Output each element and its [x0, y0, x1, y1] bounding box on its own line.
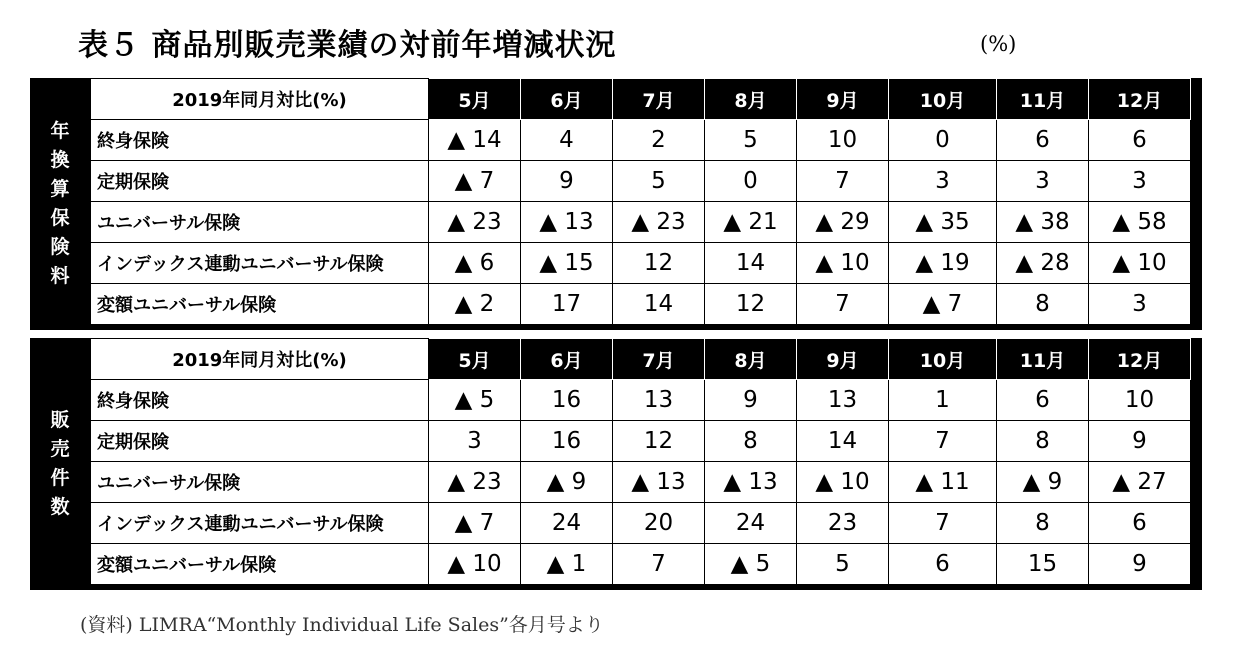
value-cell: ▲ 38: [997, 202, 1089, 243]
row-label: インデックス連動ユニバーサル保険: [91, 243, 429, 284]
value-cell: ▲ 2: [429, 284, 521, 325]
row-label: 変額ユニバーサル保険: [91, 284, 429, 325]
value-cell: ▲ 23: [429, 462, 521, 503]
value-cell: 24: [705, 503, 797, 544]
value-cell: 9: [1089, 421, 1191, 462]
value-cell: ▲ 14: [429, 120, 521, 161]
value-cell: 12: [705, 284, 797, 325]
value-cell: ▲ 10: [797, 462, 889, 503]
month-header: 11月: [997, 339, 1089, 380]
value-cell: ▲ 58: [1089, 202, 1191, 243]
value-cell: 6: [997, 380, 1089, 421]
value-cell: 1: [889, 380, 997, 421]
value-cell: ▲ 7: [889, 284, 997, 325]
value-cell: 0: [889, 120, 997, 161]
value-cell: ▲ 19: [889, 243, 997, 284]
value-cell: ▲ 9: [997, 462, 1089, 503]
table-row: [91, 421, 1191, 462]
value-cell: ▲ 23: [429, 202, 521, 243]
row-label: 変額ユニバーサル保険: [91, 544, 429, 585]
value-cell: 5: [705, 120, 797, 161]
value-cell: ▲ 10: [797, 243, 889, 284]
value-cell: 9: [521, 161, 613, 202]
value-cell: ▲ 27: [1089, 462, 1191, 503]
value-cell: ▲ 5: [705, 544, 797, 585]
month-header: 9月: [797, 79, 889, 120]
table-row: [91, 161, 1191, 202]
value-cell: 7: [797, 161, 889, 202]
value-cell: 9: [1089, 544, 1191, 585]
side-char: 換: [50, 149, 70, 171]
value-cell: 0: [705, 161, 797, 202]
value-cell: 12: [613, 421, 705, 462]
value-cell: ▲ 13: [521, 202, 613, 243]
side-char: 保: [50, 207, 70, 229]
value-cell: 3: [997, 161, 1089, 202]
value-cell: 5: [797, 544, 889, 585]
value-cell: ▲ 28: [997, 243, 1089, 284]
value-cell: 7: [889, 421, 997, 462]
table-row: [91, 243, 1191, 284]
value-cell: 3: [889, 161, 997, 202]
side-char: 算: [50, 178, 70, 200]
value-cell: 13: [797, 380, 889, 421]
table-row: [91, 284, 1191, 325]
month-header: 10月: [889, 79, 997, 120]
value-cell: 10: [797, 120, 889, 161]
month-header: 5月: [429, 79, 521, 120]
month-header: 12月: [1089, 79, 1191, 120]
side-char: 販: [50, 409, 70, 431]
month-header: 5月: [429, 339, 521, 380]
header-row: [91, 339, 1191, 380]
premium-table: [90, 78, 1191, 325]
table-row: [91, 120, 1191, 161]
value-cell: 8: [997, 503, 1089, 544]
value-cell: 7: [797, 284, 889, 325]
value-cell: ▲ 10: [1089, 243, 1191, 284]
value-cell: ▲ 35: [889, 202, 997, 243]
value-cell: 14: [613, 284, 705, 325]
value-cell: 12: [613, 243, 705, 284]
value-cell: 13: [613, 380, 705, 421]
table-row: [91, 202, 1191, 243]
table-row: [91, 462, 1191, 503]
value-cell: ▲ 5: [429, 380, 521, 421]
value-cell: ▲ 11: [889, 462, 997, 503]
row-label: 終身保険: [91, 380, 429, 421]
value-cell: ▲ 29: [797, 202, 889, 243]
value-cell: 6: [1089, 503, 1191, 544]
value-cell: ▲ 7: [429, 503, 521, 544]
value-cell: 3: [429, 421, 521, 462]
month-header: 7月: [613, 339, 705, 380]
premium-section: [30, 78, 1202, 330]
sales-side-label: [30, 338, 90, 590]
side-char: 売: [50, 438, 70, 460]
value-cell: 16: [521, 421, 613, 462]
table-row: [91, 380, 1191, 421]
month-header: 11月: [997, 79, 1089, 120]
header-row: [91, 79, 1191, 120]
value-cell: ▲ 15: [521, 243, 613, 284]
source-note: (資料) LIMRA“Monthly Individual Life Sales”各月号より: [80, 614, 604, 636]
value-cell: 8: [997, 284, 1089, 325]
value-cell: 2: [613, 120, 705, 161]
side-char: 数: [50, 496, 70, 518]
side-char: 料: [50, 265, 70, 287]
side-char: 年: [50, 120, 70, 142]
value-cell: 14: [797, 421, 889, 462]
month-header: 8月: [705, 79, 797, 120]
value-cell: 10: [1089, 380, 1191, 421]
month-header: 12月: [1089, 339, 1191, 380]
value-cell: 8: [705, 421, 797, 462]
value-cell: 9: [705, 380, 797, 421]
value-cell: 3: [1089, 161, 1191, 202]
premium-side-label: [30, 78, 90, 330]
row-label: 終身保険: [91, 120, 429, 161]
value-cell: ▲ 23: [613, 202, 705, 243]
value-cell: 6: [997, 120, 1089, 161]
row-label: ユニバーサル保険: [91, 202, 429, 243]
value-cell: 20: [613, 503, 705, 544]
sales-section: [30, 338, 1202, 590]
value-cell: 7: [889, 503, 997, 544]
value-cell: 23: [797, 503, 889, 544]
value-cell: ▲ 13: [705, 462, 797, 503]
value-cell: ▲ 7: [429, 161, 521, 202]
row-label: 定期保険: [91, 421, 429, 462]
side-char: 件: [50, 467, 70, 489]
header-caption: 2019年同月対比(%): [91, 79, 429, 120]
page-title: 表５ 商品別販売業績の対前年増減状況: [78, 28, 617, 63]
value-cell: ▲ 9: [521, 462, 613, 503]
value-cell: 14: [705, 243, 797, 284]
value-cell: 15: [997, 544, 1089, 585]
value-cell: 8: [997, 421, 1089, 462]
month-header: 7月: [613, 79, 705, 120]
month-header: 10月: [889, 339, 997, 380]
row-label: インデックス連動ユニバーサル保険: [91, 503, 429, 544]
month-header: 6月: [521, 339, 613, 380]
month-header: 6月: [521, 79, 613, 120]
value-cell: ▲ 6: [429, 243, 521, 284]
value-cell: ▲ 1: [521, 544, 613, 585]
month-header: 8月: [705, 339, 797, 380]
row-label: ユニバーサル保険: [91, 462, 429, 503]
sales-table: [90, 338, 1191, 585]
table-row: [91, 503, 1191, 544]
value-cell: 7: [613, 544, 705, 585]
month-header: 9月: [797, 339, 889, 380]
header-caption: 2019年同月対比(%): [91, 339, 429, 380]
value-cell: ▲ 13: [613, 462, 705, 503]
value-cell: ▲ 10: [429, 544, 521, 585]
value-cell: 16: [521, 380, 613, 421]
value-cell: 6: [1089, 120, 1191, 161]
value-cell: 6: [889, 544, 997, 585]
row-label: 定期保険: [91, 161, 429, 202]
value-cell: 17: [521, 284, 613, 325]
value-cell: 4: [521, 120, 613, 161]
side-char: 険: [50, 236, 70, 258]
value-cell: ▲ 21: [705, 202, 797, 243]
table-row: [91, 544, 1191, 585]
unit-label: (%): [980, 32, 1017, 56]
value-cell: 24: [521, 503, 613, 544]
value-cell: 3: [1089, 284, 1191, 325]
value-cell: 5: [613, 161, 705, 202]
